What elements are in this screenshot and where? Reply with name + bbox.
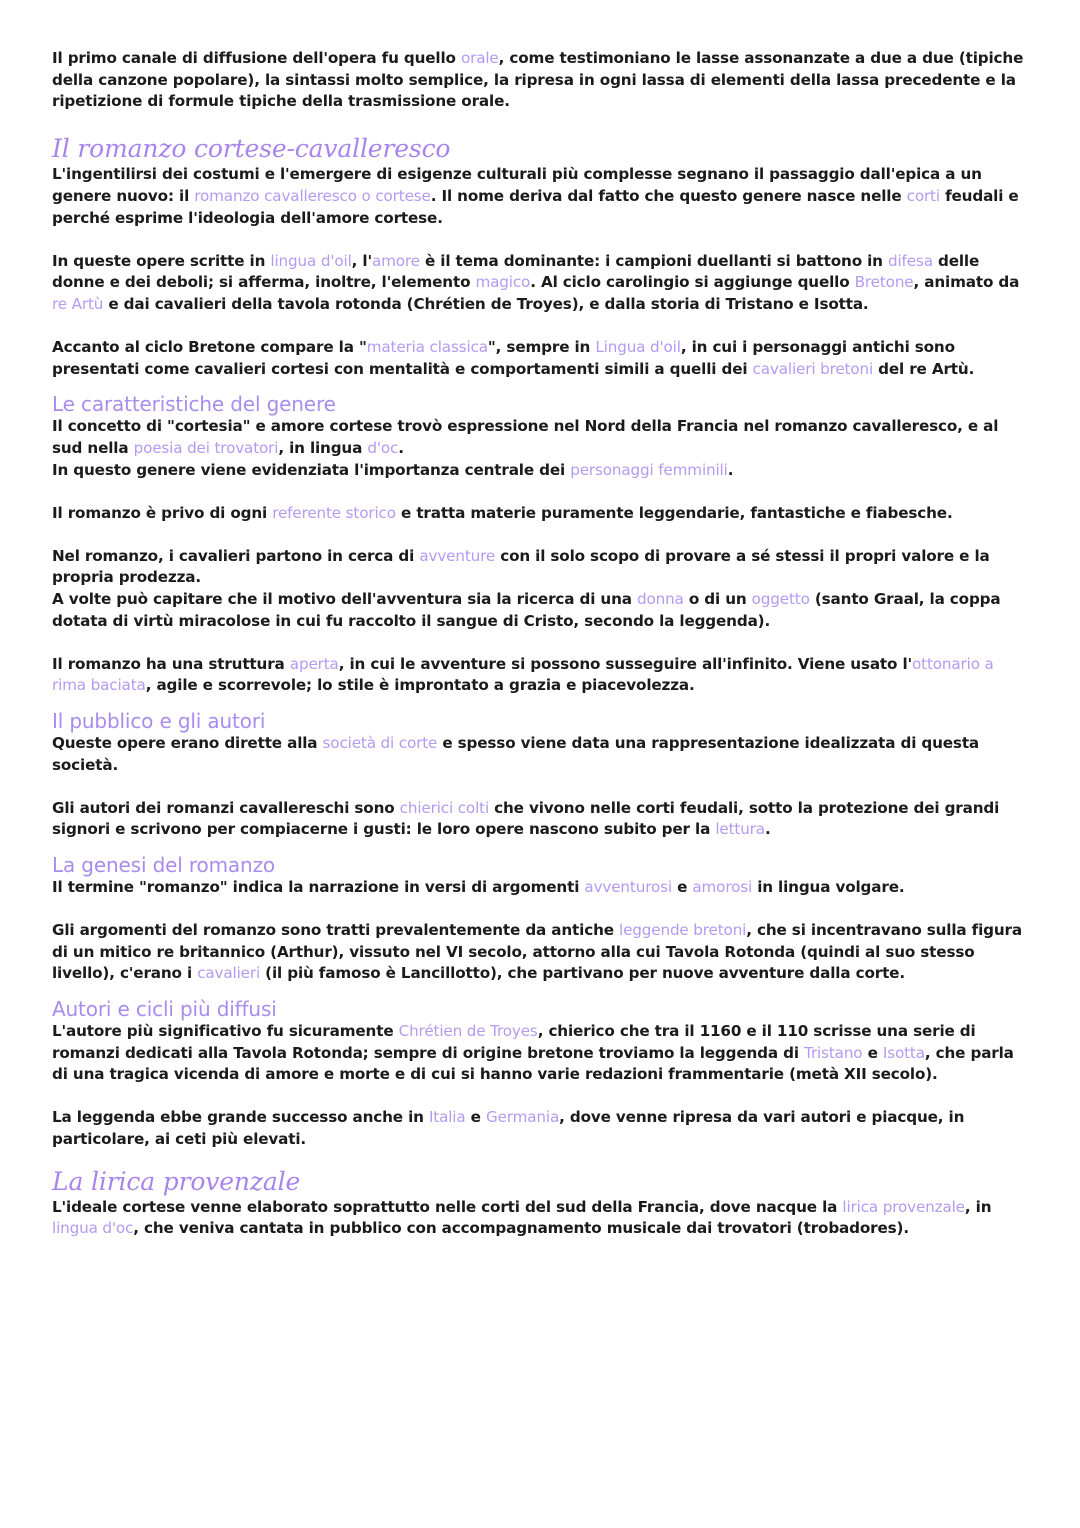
highlighted-term: lingua d'oc [52,1219,134,1238]
autori-paragraph-1: L'autore più significativo fu sicuramente Chrétien de Troyes, chierico che tra il 1160 e il 110 scrisse una serie di romanzi dedicati alla Tavola Rotonda; sempre di origine bretone troviamo la leggenda di Tristano e Isotta, che parla di una tragica vicenda di amore e morte e di cui si hanno varie redazioni frammentarie (metà XII secolo). [52,1021,1014,1084]
caratteristiche-paragraph-3b: A volte può capitare che il motivo dell'avventura sia la ricerca di una donna o di un oggetto (santo Graal, la coppa dotata di virtù miracolose in cui fu raccolto il sangue di Cristo, secondo la leggenda). [52,590,1001,630]
pubblico-paragraph-1: Queste opere erano dirette alla società di corte e spesso viene data una rappresentazione idealizzata di questa società. [52,734,980,774]
highlighted-term: Tristano [804,1043,863,1062]
romanzo-paragraph-2: In queste opere scritte in lingua d'oil, l'amore è il tema dominante: i campioni duellanti si battono in difesa delle donne e dei deboli; si afferma, inoltre, l'elemento magico. Al ciclo carolingio si aggiunge quello Bretone, animato da re Artù e dai cavalieri della tavola rotonda (Chrétien de Troyes), e dalla storia di Tristano e Isotta. [52,251,1020,313]
highlighted-term: lirica provenzale [842,1197,965,1216]
caratteristiche-paragraph-4: Il romanzo ha una struttura aperta, in cui le avventure si possono susseguire all'infinito. Viene usato l'ottonario a rima baciata, agile e scorrevole; lo stile è improntato a grazia e piacevolezza. [52,654,994,695]
highlighted-term: referente storico [272,503,396,522]
highlighted-term: amorosi [692,878,753,896]
highlighted-term: Lingua d'oil [595,338,681,357]
highlighted-term: cavalieri bretoni [752,359,874,378]
highlighted-term: cavalieri [197,964,261,983]
caratteristiche-paragraph-1: Il concetto di "cortesia" e amore cortese trovò espressione nel Nord della Francia nel romanzo cavalleresco, e al sud nella poesia dei trovatori, in lingua d'oc. [52,417,999,457]
highlighted-term: Bretone [854,273,914,292]
highlighted-term: orale [460,49,499,67]
romanzo-paragraph-1: L'ingentilirsi dei costumi e l'emergere di esigenze culturali più complesse segnano il passaggio dall'epica a un genere nuovo: il romanzo cavalleresco o cortese. Il nome deriva dal fatto che questo genere nasce nelle corti feudali e perché esprime l'ideologia dell'amore cortese. [52,165,1019,227]
highlighted-term: d'oc [367,438,399,457]
section-title-lirica: La lirica provenzale [52,1166,301,1196]
lirica-paragraph-1: L'ideale cortese venne elaborato soprattutto nelle corti del sud della Francia, dove nacque la lirica provenzale, in lingua d'oc, che veniva cantata in pubblico con accompagnamento musicale dai trovatori (trobadores). [52,1197,992,1238]
highlighted-term: aperta [289,654,339,673]
highlighted-term: ottonario a rima baciata [52,654,994,695]
pubblico-paragraph-2: Gli autori dei romanzi cavallereschi sono chierici colti che vivono nelle corti feudali, sotto la protezione dei grandi signori e scrivono per compiacerne i gusti: le loro opere nascono subito per la lettura. [52,798,1000,839]
highlighted-term: personaggi femminili [570,460,728,479]
notes-page [52,48,1032,1240]
section-title-genesi: La genesi del romanzo [52,853,276,877]
highlighted-term: Germania [485,1108,560,1127]
genesi-paragraph-2: Gli argomenti del romanzo sono tratti prevalentemente da antiche leggende bretoni, che si incentravano sulla figura di un mitico re britannico (Arthur), vissuto nel VI secolo, attorno alla cui Tavola Rotonda (quindi al suo stesso livello), c'erano i cavalieri (il più famoso è Lancillotto), che partivano per nuove avventure dalla corte. [52,921,1022,983]
section-title-pubblico: Il pubblico e gli autori [52,709,266,734]
highlighted-term: lingua d'oil [270,251,352,270]
highlighted-term: amore [371,251,420,270]
section-title-caratteristiche: Le caratteristiche del genere [52,392,336,417]
highlighted-term: poesia dei trovatori [133,438,279,457]
highlighted-term: avventure [419,546,496,565]
caratteristiche-paragraph-1b: In questo genere viene evidenziata l'importanza centrale dei personaggi femminili. [52,460,734,479]
caratteristiche-paragraph-2: Il romanzo è privo di ogni referente storico e tratta materie puramente leggendarie, fantastiche e fiabesche. [52,503,953,522]
highlighted-term: leggende bretoni [619,921,747,940]
highlighted-term: Isotta [882,1043,925,1062]
highlighted-term: chierici colti [399,798,490,817]
highlighted-term: romanzo cavalleresco o cortese [194,186,431,205]
caratteristiche-paragraph-3: Nel romanzo, i cavalieri partono in cerca di avventure con il solo scopo di provare a sé stessi il propri valore e la propria prodezza. [52,546,990,587]
highlighted-term: oggetto [751,590,810,609]
highlighted-term: società di corte [322,734,438,753]
autori-paragraph-2: La leggenda ebbe grande successo anche in Italia e Germania, dove venne ripresa da vari autori e piacque, in particolare, ai ceti più elevati. [52,1108,965,1148]
highlighted-term: re Artù [52,294,104,313]
intro-paragraph: Il primo canale di diffusione dell'opera fu quello orale, come testimoniano le lasse assonanzate a due a due (tipiche della canzone popolare), la sintassi molto semplice, la ripresa in ogni lassa di elementi della lassa precedente e la ripetizione di formule tipiche della trasmissione orale. [52,49,1024,111]
section-title-romanzo: Il romanzo cortese-cavalleresco [52,134,451,164]
romanzo-paragraph-3: Accanto al ciclo Bretone compare la "materia classica", sempre in Lingua d'oil, in cui i personaggi antichi sono presentati come cavalieri cortesi con mentalità e comportamenti simili a quelli dei cavalieri bretoni del re Artù. [52,338,975,378]
highlighted-term: donna [636,590,684,609]
genesi-paragraph-1: Il termine "romanzo" indica la narrazione in versi di argomenti avventurosi e amorosi in lingua volgare. [52,878,905,896]
highlighted-term: magico [475,273,531,292]
highlighted-term: avventurosi [584,878,672,896]
highlighted-term: lettura [715,820,765,839]
highlighted-term: materia classica [366,338,488,357]
highlighted-term: corti [906,186,940,205]
section-title-autori: Autori e cicli più diffusi [52,996,277,1021]
highlighted-term: difesa [887,251,933,270]
highlighted-term: Chrétien de Troyes [398,1021,538,1040]
highlighted-term: Italia [428,1108,466,1127]
